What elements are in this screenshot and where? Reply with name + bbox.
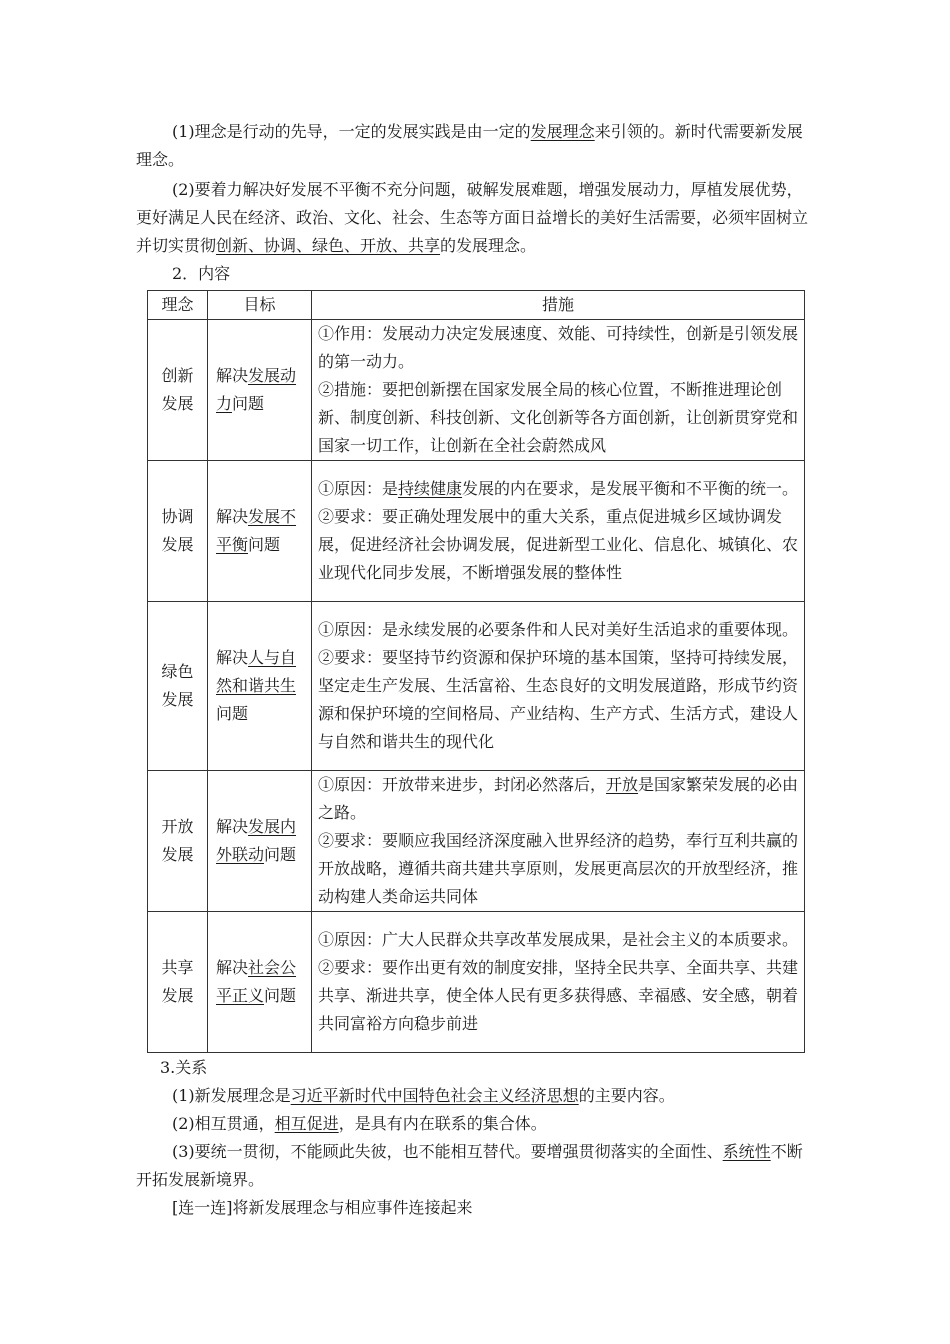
text: (1)理念是行动的先导，一定的发展实践是由一定的 bbox=[172, 122, 531, 141]
relation-paragraph-2 bbox=[136, 1110, 816, 1138]
measure-1 bbox=[318, 771, 800, 827]
table-row bbox=[148, 320, 805, 461]
text: 解决 bbox=[216, 366, 249, 385]
underlined-key-term: 习近平新时代中国特色社会主义经济思想 bbox=[290, 1086, 579, 1105]
text: 问题 bbox=[264, 845, 297, 864]
idea-cell bbox=[148, 320, 208, 461]
text: (3)要统一贯彻，不能顾此失彼，也不能相互替代。要增强贯彻落实的全面性、 bbox=[172, 1142, 723, 1161]
text: 的发展理念。 bbox=[440, 236, 537, 255]
text: ①原因：广大人民群众共享改革发展成果，是社会主义的本质要求。 bbox=[318, 930, 799, 949]
text: 来引领的。新时代需要新发展理念。 bbox=[136, 122, 803, 169]
underlined-key-term: 发展不平衡 bbox=[216, 507, 297, 554]
idea-text: 开放 发展 bbox=[161, 817, 194, 864]
table-row bbox=[148, 771, 805, 912]
idea-text: 创新 发展 bbox=[161, 366, 194, 413]
measure-1 bbox=[318, 616, 800, 644]
text: 解决 bbox=[216, 648, 249, 667]
text: 不断开拓发展新境界。 bbox=[136, 1142, 803, 1189]
goal-cell bbox=[208, 912, 312, 1053]
header-goal: 目标 bbox=[208, 291, 312, 320]
text: (1)新发展理念是 bbox=[172, 1086, 291, 1105]
measure-1 bbox=[318, 320, 800, 376]
relation-paragraph-1 bbox=[136, 1082, 816, 1110]
underlined-key-term: 发展动力 bbox=[216, 366, 297, 413]
section-2-heading: 2．内容 bbox=[172, 264, 231, 283]
text: 的主要内容。 bbox=[578, 1086, 675, 1105]
table-row bbox=[148, 461, 805, 602]
text: ①作用：发展动力决定发展速度、效能、可持续性，创新是引领发展的第一动力。 bbox=[318, 324, 799, 371]
section-3-heading: 3.关系 bbox=[160, 1058, 208, 1077]
idea-cell bbox=[148, 461, 208, 602]
table-row bbox=[148, 602, 805, 771]
goal-cell bbox=[208, 320, 312, 461]
underlined-key-term: 相互促进 bbox=[274, 1114, 339, 1133]
intro-paragraph-2 bbox=[136, 176, 816, 260]
intro-paragraph-1 bbox=[136, 118, 816, 174]
underlined-key-term: 持续健康 bbox=[398, 479, 463, 498]
relation-paragraph-3 bbox=[136, 1138, 816, 1194]
measures-cell bbox=[312, 771, 805, 912]
text: 问题 bbox=[248, 535, 281, 554]
underlined-key-term: 发展内外联动 bbox=[216, 817, 297, 864]
text: (2)相互贯通， bbox=[172, 1114, 275, 1133]
measures-cell bbox=[312, 602, 805, 771]
text: (2)要着力解决好发展不平衡不充分问题，破解发展难题，增强发展动力，厚植发展优势，更好满足人民在经济、政治、文化、社会、生态等方面日益增长的美好生活需要，必须牢固树立并切实贯彻 bbox=[136, 180, 809, 255]
measure-2: ②要求：要正确处理发展中的重大关系，重点促进城乡区域协调发展，促进经济社会协调发展，促进新型工业化、信息化、城镇化、农业现代化同步发展，不断增强发展的整体性 bbox=[318, 507, 799, 582]
measure-2: ②要求：要坚持节约资源和保护环境的基本国策，坚持可持续发展，坚定走生产发展、生活富裕、生态良好的文明发展道路，形成节约资源和保护环境的空间格局、产业结构、生产方式、生活方式，建设人与自然和谐共生的现代化 bbox=[318, 648, 799, 751]
text: ，是具有内在联系的集合体。 bbox=[338, 1114, 547, 1133]
header-idea: 理念 bbox=[148, 291, 208, 320]
text: 解决 bbox=[216, 817, 249, 836]
exercise-prompt: [连一连]将新发展理念与相应事件连接起来 bbox=[172, 1198, 473, 1217]
measures-cell bbox=[312, 461, 805, 602]
measures-cell bbox=[312, 912, 805, 1053]
underlined-key-term: 社会公平正义 bbox=[216, 958, 297, 1005]
underlined-key-term: 创新、协调、绿色、开放、共享 bbox=[216, 236, 441, 255]
text: 发展的内在要求，是发展平衡和不平衡的统一。 bbox=[462, 479, 799, 498]
measures-cell bbox=[312, 320, 805, 461]
idea-text: 共享 发展 bbox=[161, 958, 194, 1005]
text: 问题 bbox=[264, 986, 297, 1005]
text: ①原因：是 bbox=[318, 479, 399, 498]
goal-cell bbox=[208, 461, 312, 602]
idea-cell bbox=[148, 912, 208, 1053]
measure-2: ②措施：要把创新摆在国家发展全局的核心位置，不断推进理论创新、制度创新、科技创新、文化创新等各方面创新，让创新贯穿党和国家一切工作，让创新在全社会蔚然成风 bbox=[318, 380, 799, 455]
header-measures: 措施 bbox=[312, 291, 805, 320]
text: ①原因：开放带来进步，封闭必然落后， bbox=[318, 775, 607, 794]
text: 解决 bbox=[216, 958, 249, 977]
text: 是国家繁荣发展的必由之路。 bbox=[318, 775, 799, 822]
underlined-key-term: 系统性 bbox=[722, 1142, 771, 1161]
table-row bbox=[148, 912, 805, 1053]
idea-cell bbox=[148, 771, 208, 912]
text: 问题 bbox=[232, 394, 265, 413]
text: 问题 bbox=[216, 704, 249, 723]
text: 解决 bbox=[216, 507, 249, 526]
measure-1 bbox=[318, 926, 800, 954]
idea-text: 绿色 发展 bbox=[161, 662, 194, 709]
goal-cell bbox=[208, 602, 312, 771]
measure-2: ②要求：要作出更有效的制度安排，坚持全民共享、全面共享、共建共享、渐进共享，使全体人民有更多获得感、幸福感、安全感，朝着共同富裕方向稳步前进 bbox=[318, 958, 799, 1033]
table-header-row bbox=[148, 291, 805, 320]
measure-1 bbox=[318, 475, 800, 503]
development-concepts-table bbox=[147, 290, 805, 1053]
idea-cell bbox=[148, 602, 208, 771]
idea-text: 协调 发展 bbox=[161, 507, 194, 554]
underlined-key-term: 开放 bbox=[606, 775, 639, 794]
text: ①原因：是永续发展的必要条件和人民对美好生活追求的重要体现。 bbox=[318, 620, 799, 639]
measure-2: ②要求：要顺应我国经济深度融入世界经济的趋势，奉行互利共赢的开放战略，遵循共商共建共享原则，发展更高层次的开放型经济，推动构建人类命运共同体 bbox=[318, 831, 799, 906]
underlined-key-term: 人与自然和谐共生 bbox=[216, 648, 297, 695]
goal-cell bbox=[208, 771, 312, 912]
underlined-key-term: 发展理念 bbox=[530, 122, 595, 141]
